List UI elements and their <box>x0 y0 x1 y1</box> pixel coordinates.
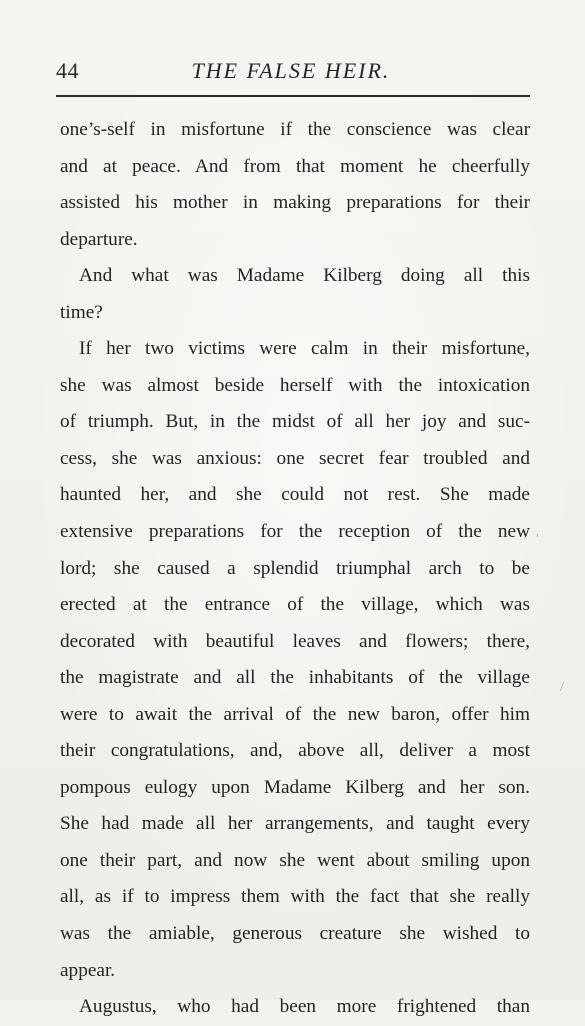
text-line: was the amiable, generous creature she wished to <box>60 923 530 945</box>
text-line: she was almost beside herself with the intoxication <box>60 374 530 396</box>
page-speck: ' <box>536 532 539 547</box>
text-line: erected at the entrance of the village, which was <box>60 594 530 616</box>
running-title: THE FALSE HEIR. <box>191 58 391 83</box>
text-line: of triumph. But, in the midst of all her joy and suc- <box>60 411 530 433</box>
text-line: were to await the arrival of the new baron, offer him <box>60 703 530 725</box>
text-line: cess, she was anxious: one secret fear troubled and <box>60 447 530 469</box>
text-line: assisted his mother in making preparations for their <box>60 192 530 214</box>
text-line: pompous eulogy upon Madame Kilberg and her son. <box>60 776 530 798</box>
page-number: 44 <box>56 58 79 83</box>
text-line: all, as if to impress them with the fact that she really <box>60 886 530 908</box>
text-line: time? <box>60 301 103 323</box>
text-line: appear. <box>60 959 116 981</box>
header-rule <box>56 95 530 97</box>
text-line: decorated with beautiful leaves and flowers; there, <box>60 630 530 652</box>
text-line: haunted her, and she could not rest. She made <box>60 484 530 506</box>
text-line: Augustus, who had been more frightened than <box>79 996 530 1018</box>
text-line: their congratulations, and, above all, deliver a most <box>60 740 530 762</box>
text-line: extensive preparations for the reception of the new <box>60 521 530 543</box>
text-line: the magistrate and all the inhabitants of the village <box>60 667 530 689</box>
page-speck: / <box>560 680 564 695</box>
text-line: If her two victims were calm in their misfortune, <box>79 338 530 360</box>
text-line: And what was Madame Kilberg doing all this <box>79 265 530 287</box>
text-line: lord; she caused a splendid triumphal arch to be <box>60 557 530 579</box>
text-line: and at peace. And from that moment he cheerfully <box>60 155 530 177</box>
body-text <box>60 112 530 1026</box>
text-line: departure. <box>60 228 138 250</box>
text-line: one their part, and now she went about smiling upon <box>60 849 530 871</box>
text-line: one’s-self in misfortune if the conscience was clear <box>60 119 530 140</box>
running-head <box>56 58 530 88</box>
text-line: She had made all her arrangements, and taught every <box>60 813 530 835</box>
